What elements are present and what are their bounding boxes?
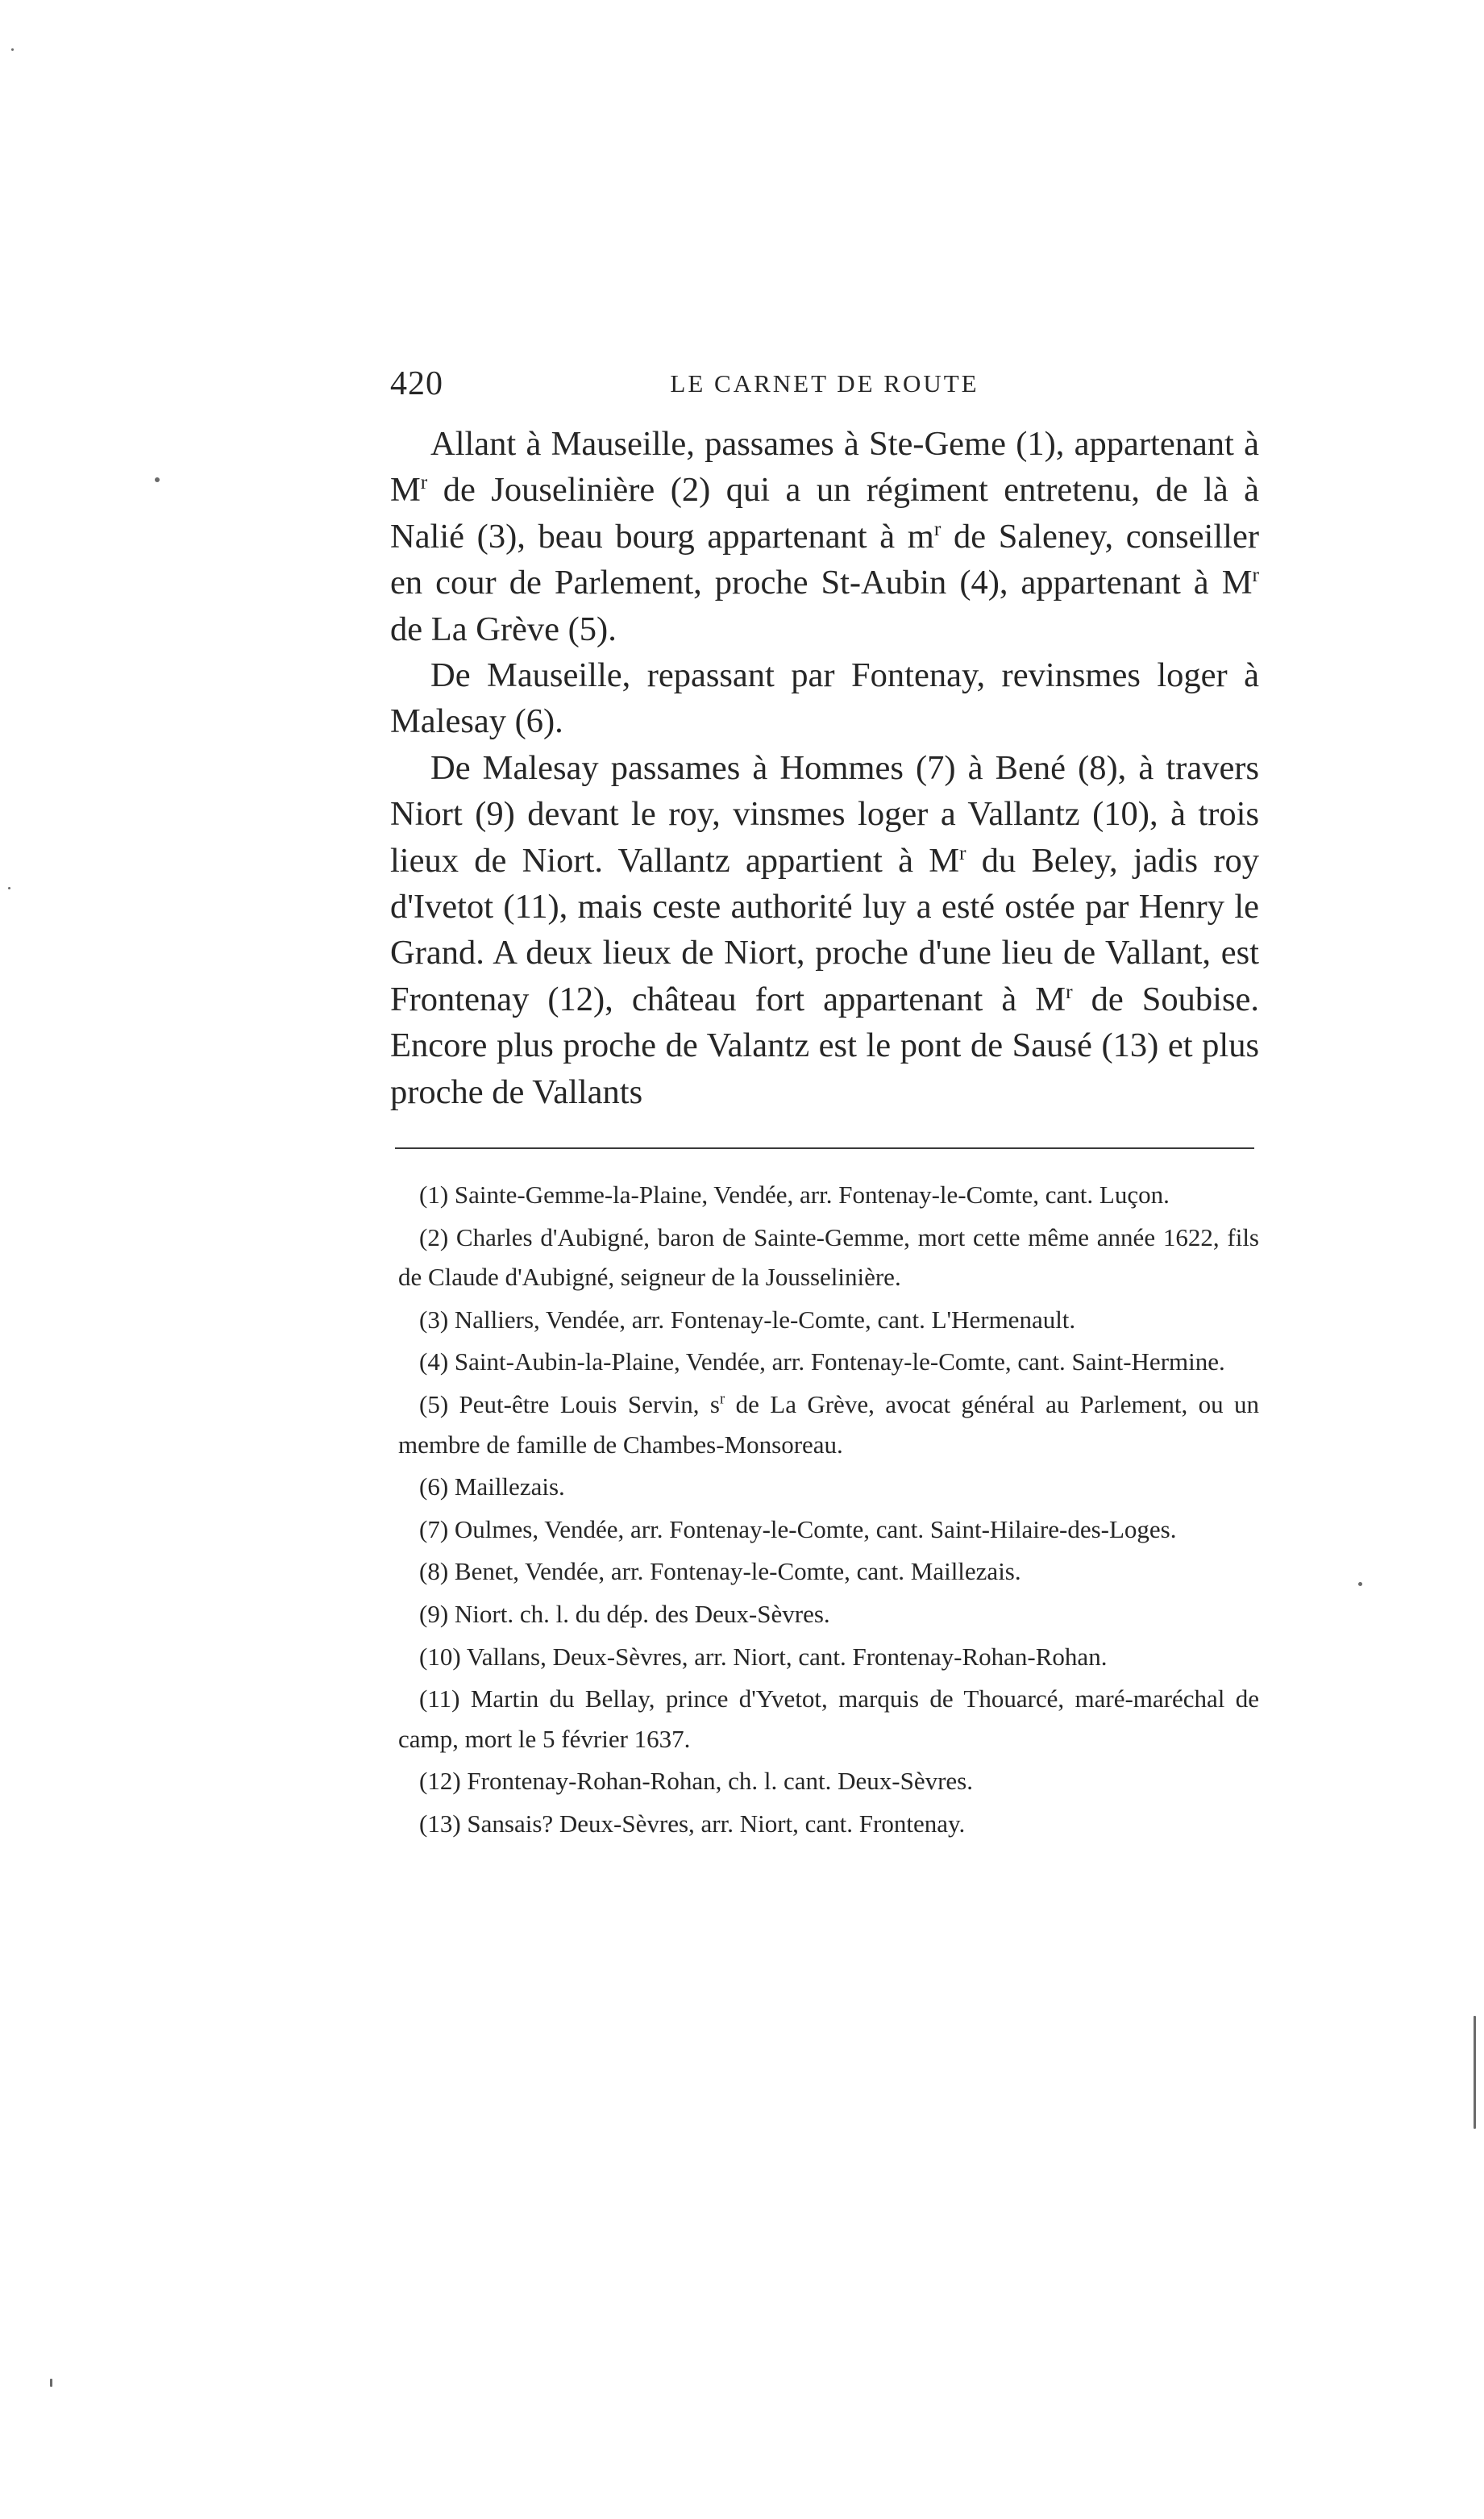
page-header — [390, 364, 1259, 413]
footnote-5-part-2: de La Grève, avocat général au Parlement, ou un membre de famille de Chambes-Monsoreau. — [398, 1389, 1260, 1459]
footnote-2: (2) Charles d'Aubigné, baron de Sainte-Gemme, mort cette même année 1622, fils de Claude d'Aubigné, seigneur de la Jousselinière. — [398, 1222, 1259, 1292]
superscript: r — [959, 840, 966, 864]
paragraph-1 — [390, 421, 1259, 652]
page-number: 420 — [390, 365, 443, 402]
footnote-12: (12) Frontenay-Rohan-Rohan, ch. l. cant. Deux-Sèvres. — [419, 1767, 973, 1796]
footnote-13: (13) Sansais? Deux-Sèvres, arr. Niort, cant. Frontenay. — [419, 1809, 966, 1838]
paragraph-1-part-1: Allant à Mauseille, passames à Ste-Geme (1), appartenant à M — [390, 425, 1259, 510]
paragraph-1-part-3: de Saleney, conseiller en cour de Parlement, proche St-Aubin (4), appartenant à M — [390, 517, 1259, 602]
scan-speck — [11, 48, 14, 51]
superscript: r — [1066, 979, 1073, 1003]
paragraph-2 — [390, 652, 1259, 745]
footnote-8: (8) Benet, Vendée, arr. Fontenay-le-Comte, cant. Maillezais. — [419, 1557, 1021, 1586]
footnote-10: (10) Vallans, Deux-Sèvres, arr. Niort, cant. Frontenay-Rohan-Rohan. — [419, 1642, 1108, 1671]
paragraph-3 — [390, 745, 1259, 1115]
superscript: r — [420, 470, 428, 494]
superscript: r — [720, 1390, 725, 1408]
scan-speck — [1474, 2016, 1476, 2129]
footnote-divider — [395, 1147, 1254, 1149]
paragraph-1-part-4: de La Grève (5). — [390, 610, 617, 648]
paragraph-3-part-2: du Beley, jadis roy d'Ivetot (11), mais ceste authorité luy a esté ostée par Henry le Grand. A deux lieux de Niort, proche d'une lieu de Vallant, est Frontenay (12), château fort appartenant à M — [390, 841, 1260, 1018]
main-text — [390, 421, 1259, 1115]
scan-speck — [50, 2379, 52, 2387]
paragraph-3-part-1: De Malesay passames à Hommes (7) à Bené (8), à travers Niort (9) devant le roy, vinsmes loger a Vallantz (10), à trois lieux de Niort. Vallantz appartient à M — [390, 748, 1259, 880]
footnote-9: (9) Niort. ch. l. du dép. des Deux-Sèvres. — [419, 1599, 830, 1628]
footnote-5-part-1: (5) Peut-être Louis Servin, s — [419, 1389, 720, 1418]
footnote-3: (3) Nalliers, Vendée, arr. Fontenay-le-Comte, cant. L'Hermenault. — [419, 1305, 1076, 1334]
superscript: r — [933, 516, 942, 540]
paragraph-3-part-3: de Soubise. Encore plus proche de Valantz est le pont de Sausé (13) et plus proche de Vallants — [390, 980, 1259, 1111]
running-title: LE CARNET DE ROUTE — [670, 369, 979, 398]
scan-speck — [1358, 1582, 1362, 1586]
scan-speck — [155, 477, 160, 482]
footnote-7: (7) Oulmes, Vendée, arr. Fontenay-le-Comte, cant. Saint-Hilaire-des-Loges. — [419, 1514, 1177, 1543]
footnote-4: (4) Saint-Aubin-la-Plaine, Vendée, arr. Fontenay-le-Comte, cant. Saint-Hermine. — [419, 1347, 1225, 1376]
paragraph-1-part-2: de Jouselinière (2) qui a un régiment entretenu, de là à Nalié (3), beau bourg appartenant à m — [390, 471, 1259, 556]
footnote-6: (6) Maillezais. — [419, 1472, 565, 1501]
scan-speck — [8, 887, 10, 889]
paragraph-2-text: De Mauseille, repassant par Fontenay, revinsmes loger à Malesay (6). — [390, 656, 1259, 741]
superscript: r — [1252, 563, 1259, 587]
footnote-11: (11) Martin du Bellay, prince d'Yvetot, marquis de Thouarcé, maré-maréchal de camp, mort le 5 février 1637. — [398, 1684, 1259, 1753]
footnotes — [398, 1175, 1259, 1847]
footnote-5 — [398, 1384, 1259, 1464]
footnote-1: (1) Sainte-Gemme-la-Plaine, Vendée, arr. Fontenay-le-Comte, cant. Luçon. — [419, 1180, 1170, 1209]
